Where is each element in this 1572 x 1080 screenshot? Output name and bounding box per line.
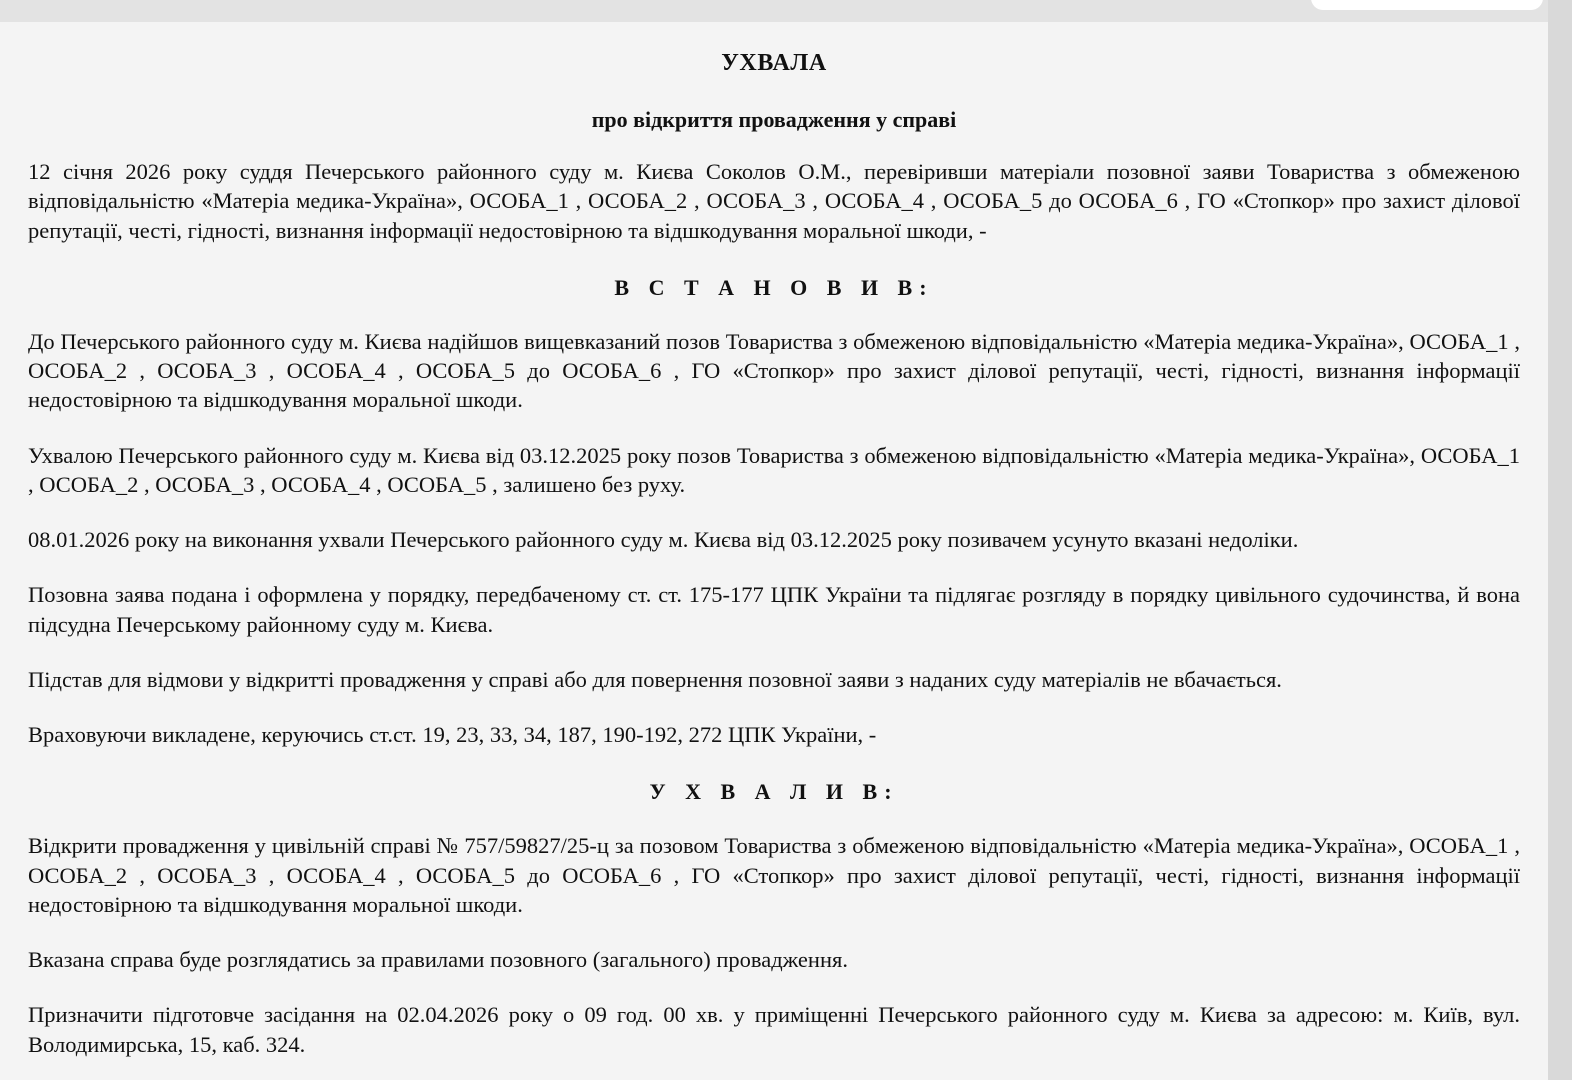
paragraph-hearing-scheduled: Призначити підготовче засідання на 02.04.2026 року о 09 год. 00 хв. у приміщенні Печерського районного суду м. Києва за адресою: м. Київ, вул. Володимирська, 15, каб. 324. bbox=[28, 1002, 1520, 1057]
heading-ruled: У Х В А Л И В: bbox=[649, 779, 899, 805]
paragraph-claim-received: До Печерського районного суду м. Києва надійшов вищевказаний позов Товариства з обмеженою відповідальністю «Матеріа медика-Україна», ОСОБА_1 , ОСОБА_2 , ОСОБА_3 , ОСОБА_4 , ОСОБА_5 до ОСОБА_6 , ГО «Стопкор» про захист ділової репутації, честі, гідності, визнання інформації недостовірною та відшкодування моральної шкоди. bbox=[28, 328, 1520, 413]
vertical-scrollbar-thumb[interactable] bbox=[1548, 0, 1562, 1080]
document-subtitle: про відкриття провадження у справі bbox=[591, 107, 957, 132]
paragraph-open-proceedings: Відкрити провадження у цивільній справі № 757/59827/25-ц за позовом Товариства з обмеженою відповідальністю «Матеріа медика-Україна», ОСОБА_1 , ОСОБА_2 , ОСОБА_3 , ОСОБА_4 , ОСОБА_5 до ОСОБА_6 , ГО «Стопкор» про захист ділової репутації, честі, гідності, визнання інформації недостовірною та відшкодування моральної шкоди. bbox=[28, 833, 1520, 917]
paragraph-intro: 12 січня 2026 року суддя Печерського районного суду м. Києва Соколов О.М., перевіривши матеріали позовної заяви Товариства з обмеженою відповідальністю «Матеріа медика-Україна», ОСОБА_1 , ОСОБА_2 , ОСОБА_3 , ОСОБА_4 , ОСОБА_5 до ОСОБА_6 , ГО «Стопкор» про захист ділової репутації, честі, гідності, визнання інформації недостовірною та відшкодування моральної шкоди, - bbox=[28, 159, 1520, 243]
document-page bbox=[0, 22, 1548, 1080]
heading-established: В С Т А Н О В И В: bbox=[614, 274, 934, 300]
paragraph-general-procedure: Вказана справа буде розглядатись за правилами позовного (загального) провадження. bbox=[28, 947, 848, 972]
window-chrome-strip bbox=[0, 0, 1572, 22]
paragraph-jurisdiction: Позовна заява подана і оформлена у порядку, передбаченому ст. ст. 175-177 ЦПК України та підлягає розгляду в порядку цивільного судочинства, й вона підсудна Печерському районному суду м. Києва. bbox=[28, 582, 1520, 637]
paragraph-defects-remedied: 08.01.2026 року на виконання ухвали Печерського районного суду м. Києва від 03.12.2025 року позивачем усунуто вказані недоліки. bbox=[28, 527, 1299, 552]
floating-toolbar-pill[interactable] bbox=[1311, 0, 1543, 10]
paragraph-left-without-motion: Ухвалою Печерського районного суду м. Києва від 03.12.2025 року позов Товариства з обмеженою відповідальністю «Матеріа медика-Україна», ОСОБА_1 , ОСОБА_2 , ОСОБА_3 , ОСОБА_4 , ОСОБА_5 , залишено без руху. bbox=[28, 442, 1520, 497]
document-title: УХВАЛА bbox=[721, 50, 827, 76]
paragraph-no-grounds: Підстав для відмови у відкритті провадження у справі або для повернення позовної заяви з наданих суду матеріалів не вбачається. bbox=[28, 666, 1282, 692]
paragraph-legal-basis: Враховуючи викладене, керуючись ст.ст. 19, 23, 33, 34, 187, 190-192, 272 ЦПК України, - bbox=[28, 722, 877, 747]
